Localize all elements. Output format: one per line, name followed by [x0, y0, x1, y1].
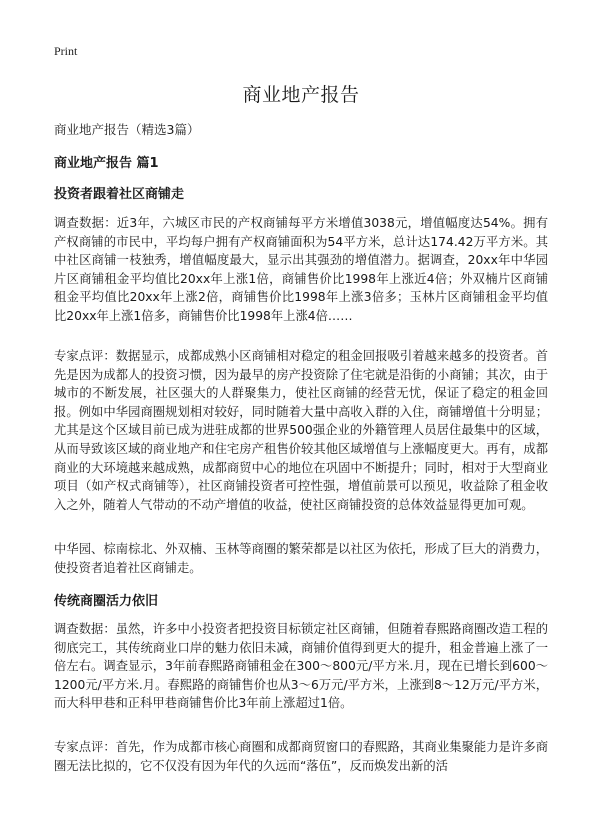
part-heading: 商业地产报告 篇1	[54, 156, 159, 171]
document-title: 商业地产报告	[242, 84, 360, 106]
paragraph-survey-data-2: 调查数据：虽然，许多中小投资者把投资目标锁定社区商铺，但随着春熙路商圈改造工程的彻底完工，其传统商业口岸的魅力依旧未减，商铺价值得到更大的提升，租金普遍上涨了一倍左右。调查显示，3年前春熙路商铺租金在300～800元/平方米.月，现在已增长到600～1200元/平方米.月。春熙路的商铺售价也从3～6万元/平方米，上涨到8～12万元/平方米，而大科甲巷和正科甲巷商铺售价比3年前上涨超过1倍。	[54, 622, 548, 711]
paragraph-expert-comment-1: 专家点评：数据显示，成都成熟小区商铺相对稳定的租金回报吸引着越来越多的投资者。首先是因为成都人的投资习惯，因为最早的房产投资除了住宅就是沿街的小商铺；其次，由于城市的不断发展，社区强大的人群聚集力，使社区商铺的经营无忧，保证了稳定的租金回报。例如中华园商圈规划相对较好，同时随着大量中高收入群的入住，商铺增值十分明显；尤其是这个区域目前已成为进驻成都的世界500强企业的外籍管理人员居住最集中的区域，从而导致该区域的商业地产和住宅房产租售价较其他区域增值与上涨幅度更大。再有，成都商业的大环境越来越成熟，成都商贸中心的地位在巩固中不断提升；同时，相对于大型商业项目（如产权式商铺等），社区商铺投资者可控性强，增值前景可以预见，收益除了租金收入之外，随着人气带动的不动产增值的收益，使社区商铺投资的总体效益显得更加可观。	[54, 349, 548, 512]
paragraph-expert-comment-2: 专家点评：首先，作为成都市核心商圈和成都商贸窗口的春熙路，其商业集聚能力是许多商圈无法比拟的，它不仅没有因为年代的久远而“落伍”，反而焕发出新的活	[54, 740, 548, 773]
paragraph-summary-1: 中华园、棕南棕北、外双楠、玉林等商圈的繁荣都是以社区为依托，形成了巨大的消费力，使投资者追着社区商铺走。	[54, 542, 548, 575]
section-heading-1: 投资者跟着社区商铺走	[54, 187, 185, 202]
document-subtitle: 商业地产报告（精选3篇）	[54, 122, 200, 137]
print-label[interactable]: Print	[54, 44, 78, 58]
paragraph-survey-data-1: 调查数据：近3年，六城区市民的产权商铺每平方米增值3038元，增值幅度达54%。拥有产权商铺的市民中，平均每户拥有产权商铺面积为54平方米，总计达174.42万平方米。其中社区商铺一枝独秀，增值幅度最大，显示出其强劲的增值潜力。据调查，20xx年中华园片区商铺租金平均值比20xx年上涨1倍，商铺售价比1998年上涨近4倍；外双楠片区商铺租金平均值比20xx年上涨2倍，商铺售价比1998年上涨3倍多；玉林片区商铺租金平均值比20xx年上涨1倍多，商铺售价比1998年上涨4倍……	[54, 216, 548, 323]
section-heading-2: 传统商圈活力依旧	[54, 594, 159, 609]
